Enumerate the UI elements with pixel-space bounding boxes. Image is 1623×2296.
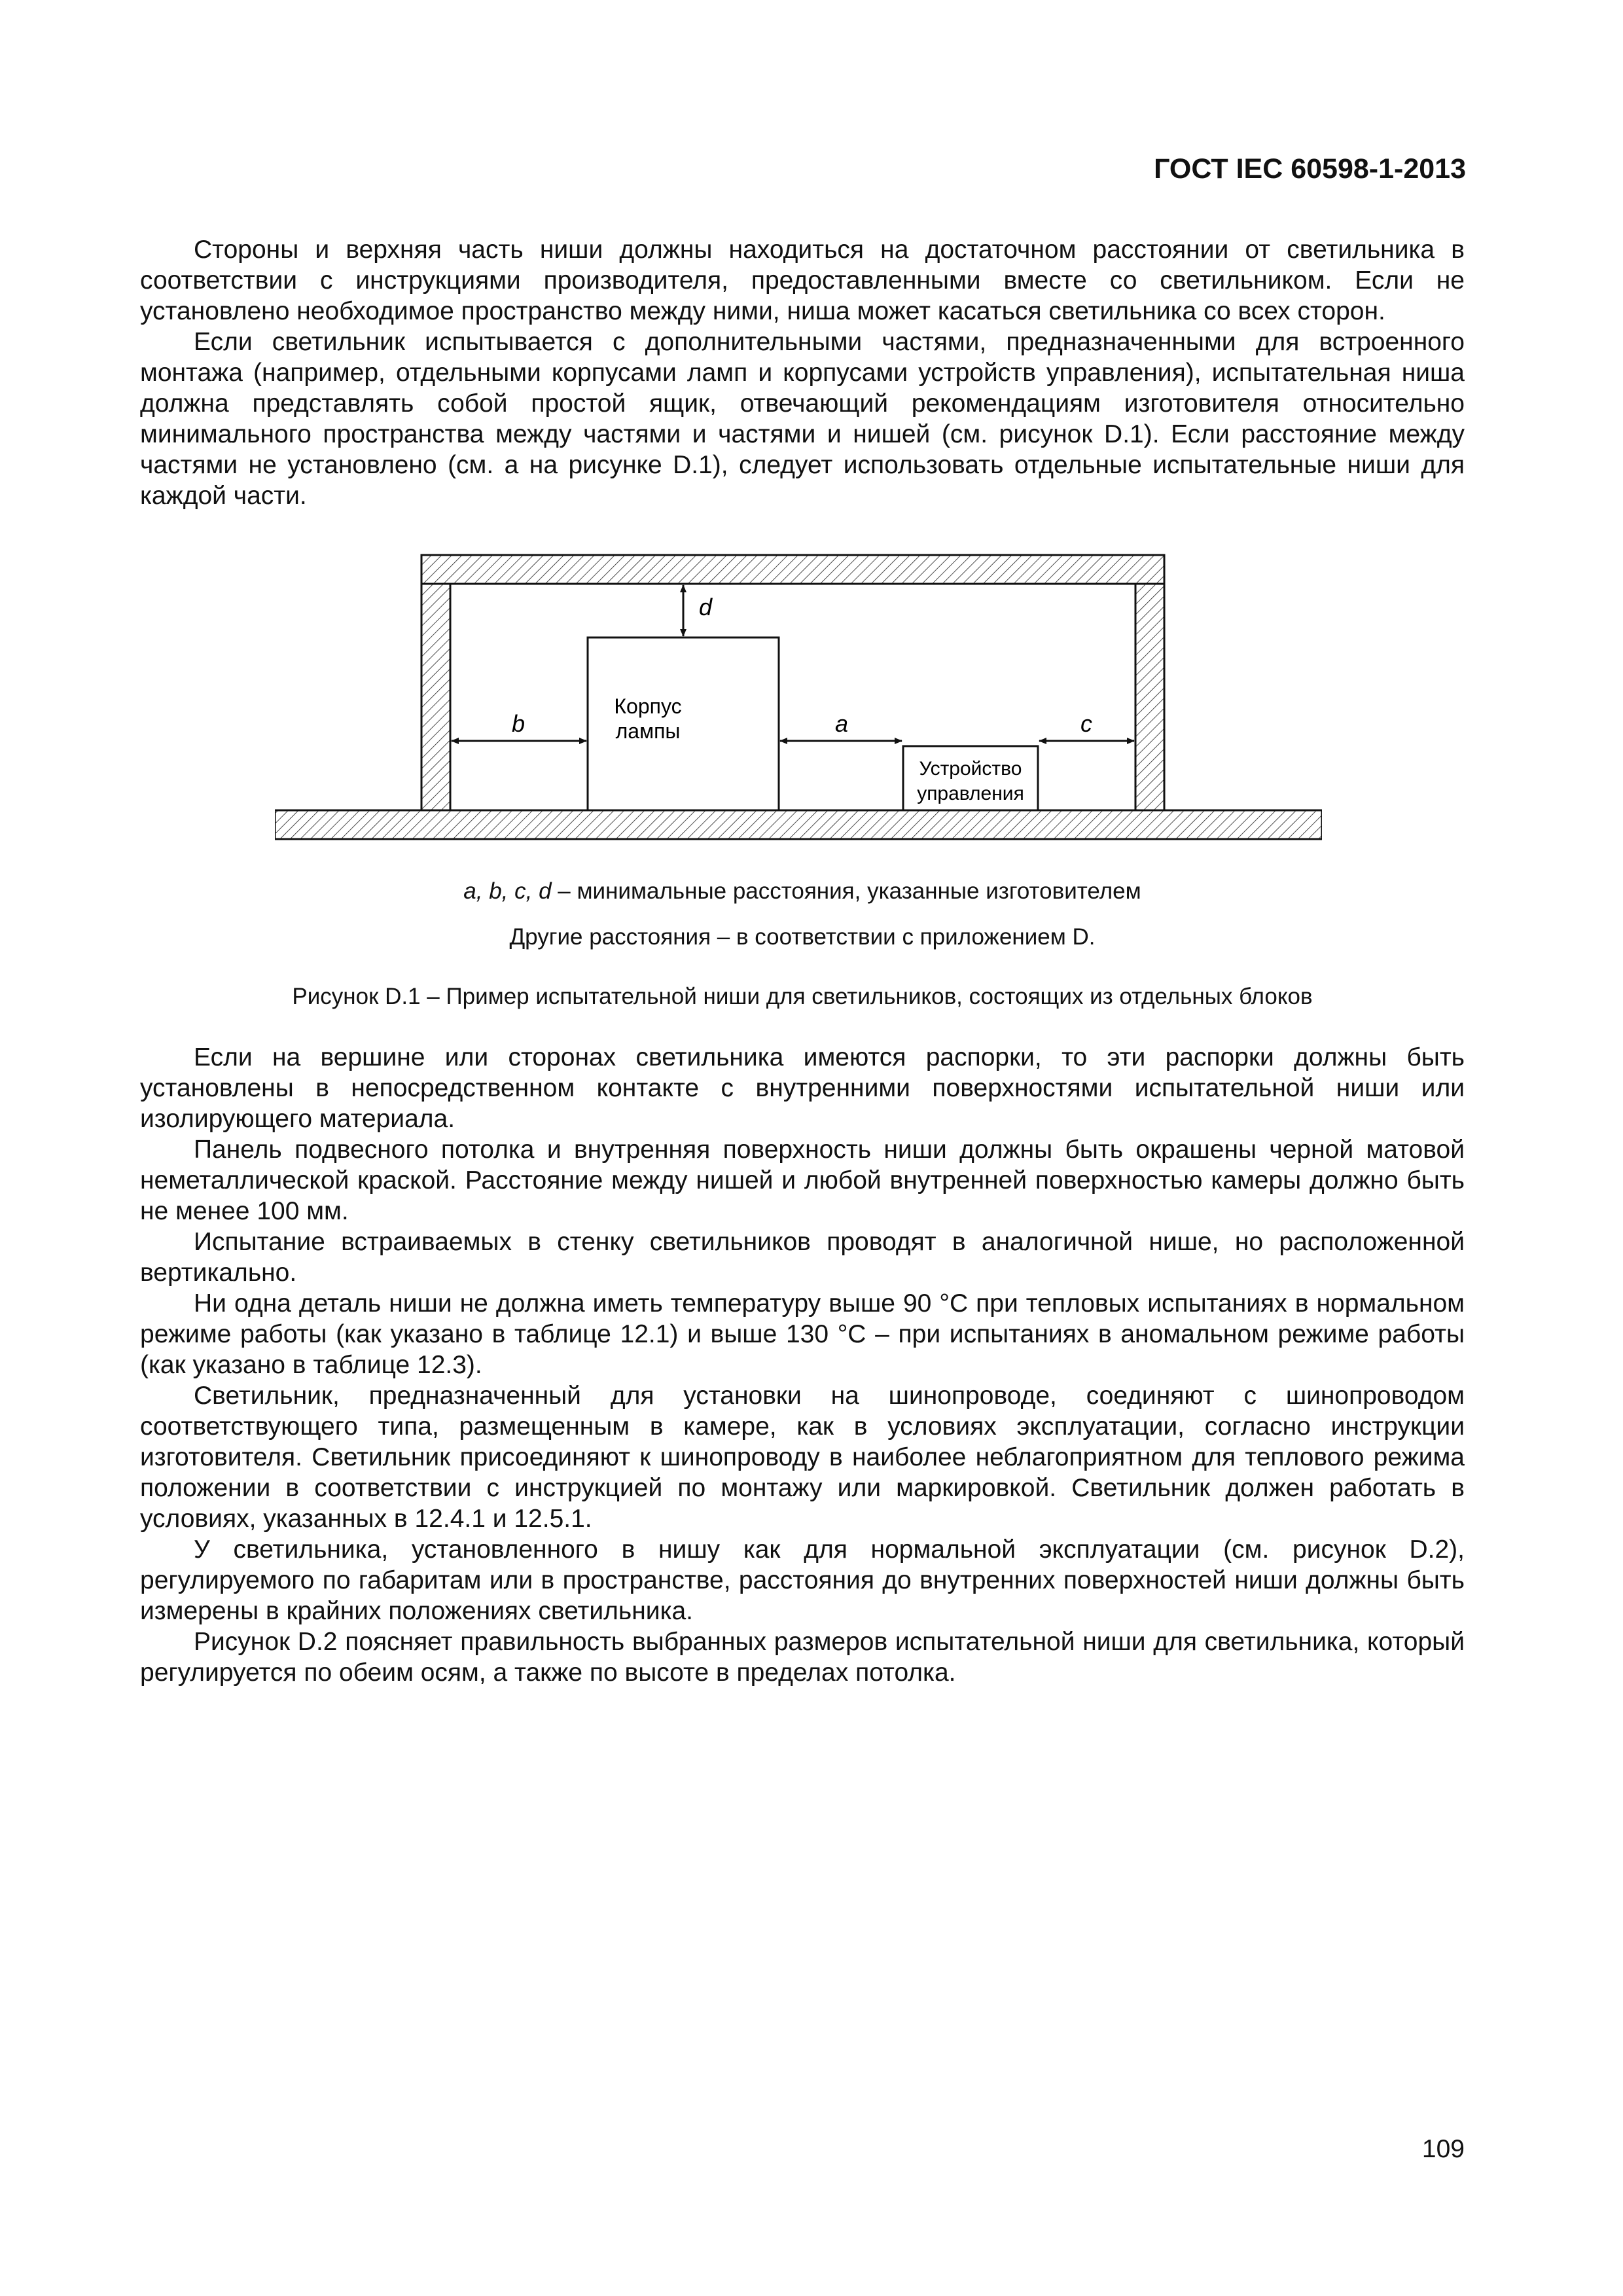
paragraph: Светильник, предназначенный для установки на шинопроводе, соединяют с шинопроводом соответствующего типа, размещенным в камере, как в условиях эксплуатации, согласно инструкции изготовителя. Светильник присоединяют к шинопроводу в наиболее неблагоприятном для теплового режима положении в соответствии с инструкцией по монтажу или маркировкой. Светильник должен работать в условиях, указанных в 12.4.1 и 12.5.1. (140, 1382, 1465, 1533)
paragraph: Панель подвесного потолка и внутренняя поверхность ниши должны быть окрашены черной матовой неметаллической краской. Расстояние между нишей и любой внутренней поверхностью камеры должно быть не менее 100 мм. (140, 1136, 1465, 1225)
paragraph: Если на вершине или сторонах светильника имеются распорки, то эти распорки должны быть установлены в непосредственном контакте с внутренними поверхностями испытательной ниши или изолирующего материала. (140, 1043, 1465, 1133)
paragraph: Ни одна деталь ниши не должна иметь температуру выше 90 °С при тепловых испытаниях в нормальном режиме работы (как указано в таблице 12.1) и выше 130 °С – при испытаниях в аномальном режиме работы (как указано в таблице 12.3). (140, 1289, 1465, 1379)
lamp-housing-label-1: Корпус (614, 694, 682, 718)
text-block-bottom (140, 1042, 1465, 1688)
figure-d1 (275, 548, 1322, 850)
dimension-d-label: d (699, 594, 713, 620)
paragraph: Испытание встраиваемых в стенку светильников проводят в аналогичной нише, но расположенной вертикально. (140, 1228, 1465, 1287)
document-header: ГОСТ IEC 60598-1-2013 (1154, 153, 1466, 185)
dimension-b-label: b (511, 710, 526, 737)
niche-left-wall (421, 584, 450, 810)
paragraph: Рисунок D.2 поясняет правильность выбранных размеров испытательной ниши для светильника, который регулируется по обеим осям, а также по высоте в пределах потолка. (140, 1628, 1465, 1687)
lamp-housing-label-2: лампы (615, 719, 681, 743)
niche-top-wall (421, 555, 1164, 584)
figure-legend-line-1 (140, 878, 1465, 905)
legend-text: – минимальные расстояния, указанные изготовителем (551, 878, 1141, 904)
control-gear-label-1: Устройство (919, 758, 1022, 780)
figure-legend-line-2: Другие расстояния – в соответствии с приложением D. (509, 924, 1096, 950)
niche-diagram (275, 548, 1322, 850)
ceiling-panel (275, 810, 1322, 839)
legend-variables: a, b, c, d (463, 878, 552, 904)
niche-right-wall (1135, 584, 1164, 810)
dimension-a-label: a (834, 710, 849, 737)
page-number: 109 (1421, 2135, 1465, 2163)
figure-caption: Рисунок D.1 – Пример испытательной ниши для светильников, состоящих из отдельных блоков (292, 984, 1313, 1009)
paragraph: Стороны и верхняя часть ниши должны находиться на достаточном расстоянии от светильника в соответствии с инструкциями производителя, предоставленными вместе со светильником. Если не установлено необходимое пространство между ними, ниша может касаться светильника со всех сторон. (140, 236, 1465, 325)
paragraph: Если светильник испытывается с дополнительными частями, предназначенными для встроенного монтажа (например, отдельными корпусами ламп и корпусами устройств управления), испытательная ниша должна представлять собой простой ящик, отвечающий рекомендациям изготовителя относительно минимального пространства между частями и частями и нишей (см. рисунок D.1). Если расстояние между частями не установлено (см. a на рисунке D.1), следует использовать отдельные испытательные ниши для каждой части. (140, 328, 1465, 510)
text-block-top (140, 234, 1465, 511)
dimension-c-label: c (1080, 710, 1092, 737)
paragraph: У светильника, установленного в нишу как для нормальной эксплуатации (см. рисунок D.2), регулируемого по габаритам или в пространстве, расстояния до внутренних поверхностей ниши должны быть измерены в крайних положениях светильника. (140, 1535, 1465, 1625)
control-gear-label-2: управления (917, 783, 1024, 804)
